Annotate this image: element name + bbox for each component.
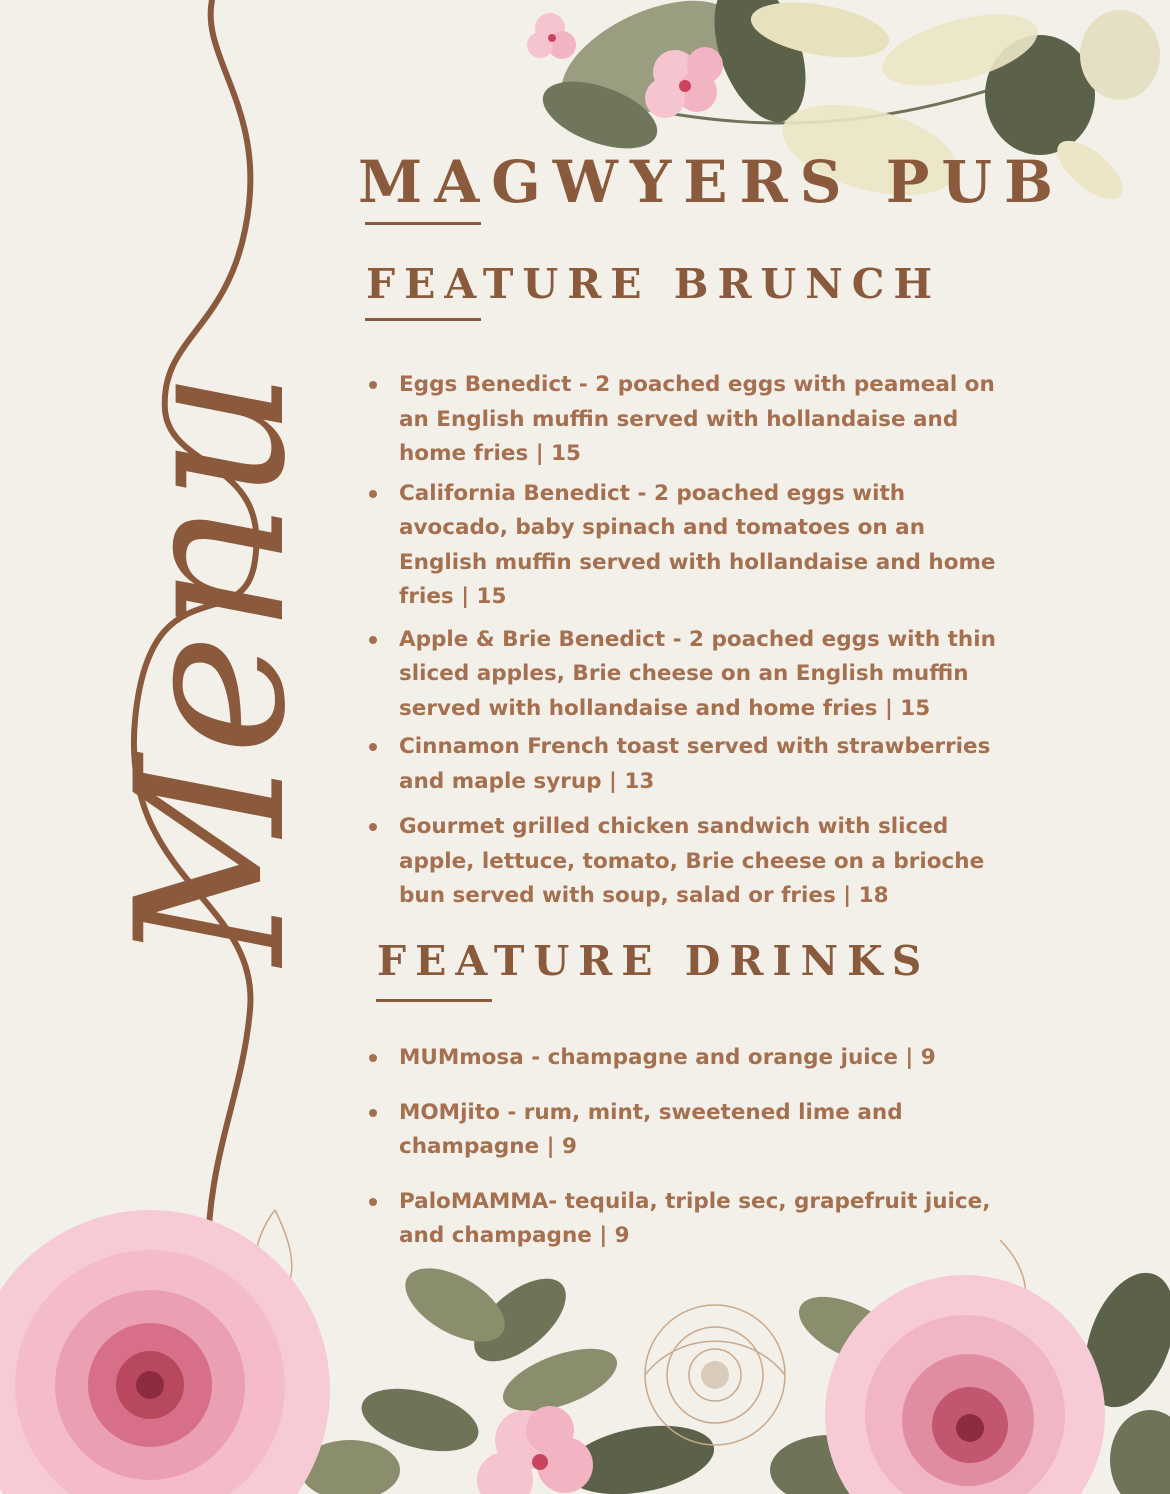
title-rule: [365, 222, 481, 225]
list-item: Apple & Brie Benedict - 2 poached eggs with thin sliced apples, Brie cheese on an English muffin served with hollandaise and home fries | 15: [366, 623, 1006, 727]
bullet-icon: [369, 1109, 377, 1117]
brunch-rule: [365, 318, 481, 321]
bullet-icon: [369, 823, 377, 831]
list-item: California Benedict - 2 poached eggs with avocado, baby spinach and tomatoes on an English muffin served with hollandaise and home fries | 15: [366, 477, 1006, 615]
list-item: Gourmet grilled chicken sandwich with sliced apple, lettuce, tomato, Brie cheese on a brioche bun served with soup, salad or fries | 18: [366, 810, 1006, 914]
drinks-rule: [376, 999, 492, 1002]
list-item: Eggs Benedict - 2 poached eggs with peameal on an English muffin served with hollandaise and home fries | 15: [366, 368, 1006, 472]
bullet-icon: [369, 636, 377, 644]
bullet-icon: [369, 743, 377, 751]
bullet-icon: [369, 381, 377, 389]
drinks-list: [366, 1041, 1006, 1254]
menu-script: Menu: [93, 369, 331, 965]
list-item: MUMmosa - champagne and orange juice | 9: [366, 1041, 1006, 1076]
brunch-heading: FEATURE BRUNCH: [366, 260, 942, 308]
bullet-icon: [369, 1054, 377, 1062]
page-title: MAGWYERS PUB: [358, 148, 1065, 216]
bullet-icon: [369, 490, 377, 498]
list-item: MOMjito - rum, mint, sweetened lime and champagne | 9: [366, 1096, 1006, 1165]
list-item: PaloMAMMA- tequila, triple sec, grapefruit juice, and champagne | 9: [366, 1185, 1006, 1254]
bullet-icon: [369, 1198, 377, 1206]
list-item: Cinnamon French toast served with strawberries and maple syrup | 13: [366, 730, 1006, 799]
drinks-heading: FEATURE DRINKS: [377, 937, 931, 985]
brunch-list: [366, 368, 1006, 914]
